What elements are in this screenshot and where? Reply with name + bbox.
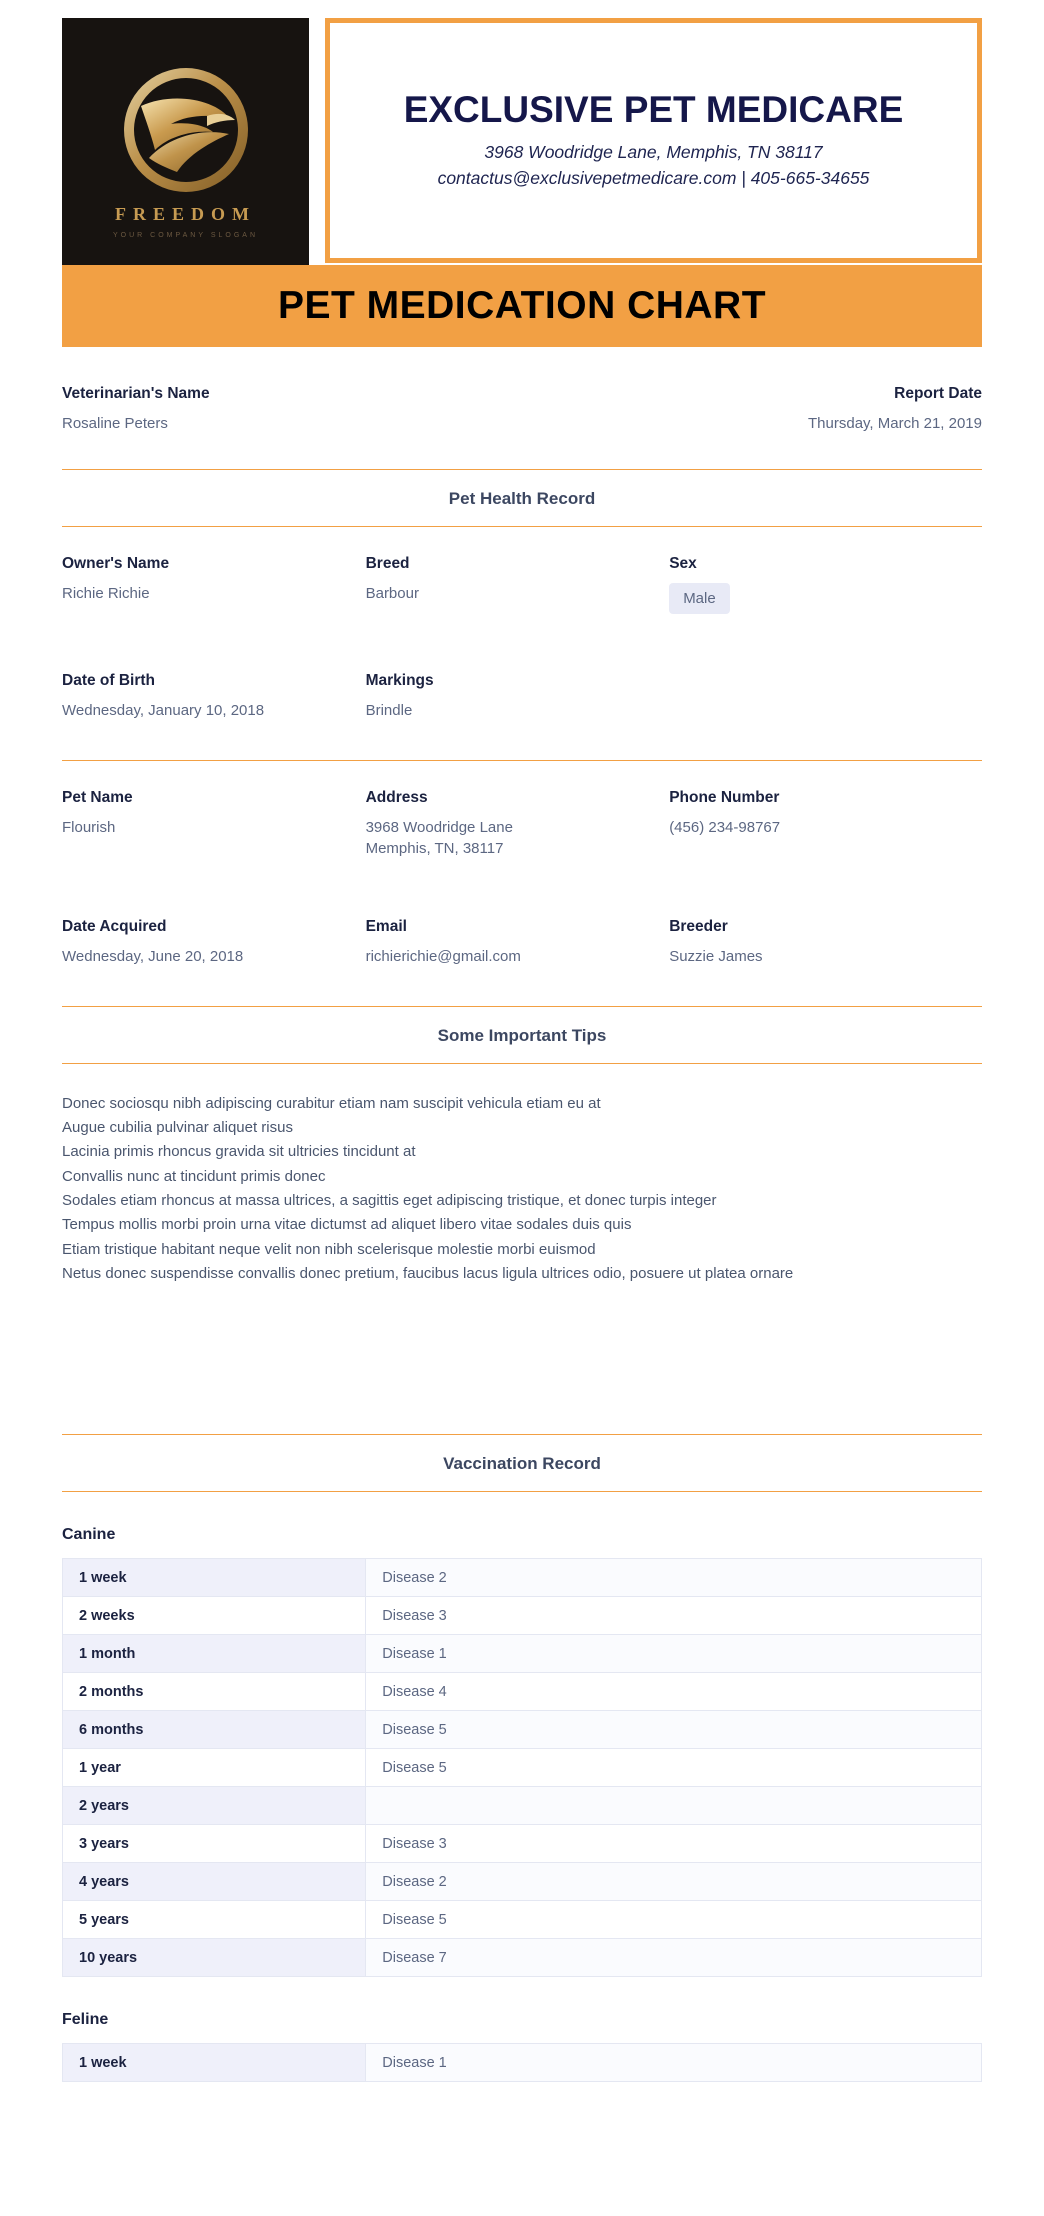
health-row-2: [62, 644, 982, 722]
vaccination-age-cell: 1 month: [63, 1635, 366, 1673]
vaccination-table-feline: [62, 2043, 982, 2082]
date-acquired-value: Wednesday, June 20, 2018: [62, 948, 244, 965]
report-date-field: [808, 383, 982, 435]
vaccination-disease-cell: Disease 1: [366, 2044, 982, 2082]
date-acquired-label: Date Acquired: [62, 918, 167, 935]
date-acquired-field: [62, 916, 366, 968]
company-info-card: [325, 18, 982, 263]
vaccination-group-feline-title: Feline: [62, 2011, 109, 2029]
table-row: [63, 1939, 982, 1977]
sex-value-chip: Male: [669, 583, 730, 614]
table-row: [63, 1825, 982, 1863]
company-logo: [62, 18, 309, 271]
table-row: [63, 1787, 982, 1825]
email-value: richierichie@gmail.com: [365, 948, 521, 965]
vaccination-disease-cell: Disease 2: [366, 1863, 982, 1901]
table-row: [63, 1597, 982, 1635]
owner-name-value: Richie Richie: [62, 584, 150, 602]
tip-line: Donec sociosqu nibh adipiscing curabitur etiam nam suscipit vehicula etiam eu at: [62, 1094, 601, 1112]
table-row: [63, 1863, 982, 1901]
table-row: [63, 1673, 982, 1711]
vaccination-table-canine: [62, 1558, 982, 1977]
vaccination-disease-cell: Disease 1: [366, 1635, 982, 1673]
vaccination-group-canine-title: Canine: [62, 1526, 116, 1544]
address-value-line1: 3968 Woodridge Lane: [365, 818, 513, 836]
section-title-health-record: Pet Health Record: [448, 488, 596, 508]
tips-list: [62, 1064, 982, 1286]
address-label: Address: [365, 788, 428, 806]
vaccination-disease-cell: Disease 5: [366, 1711, 982, 1749]
breed-label: Breed: [365, 554, 410, 572]
report-date-value: Thursday, March 21, 2019: [808, 415, 982, 432]
section-title-vaccination: Vaccination Record: [443, 1454, 601, 1474]
health-row-2-spacer: [669, 670, 982, 722]
report-date-label: Report Date: [894, 385, 982, 402]
email-field: [366, 916, 670, 968]
markings-label: Markings: [365, 671, 434, 689]
document-header: [0, 0, 1044, 271]
veterinarian-name-field: [62, 383, 210, 435]
vaccination-age-cell: 1 week: [63, 1559, 366, 1597]
breeder-field: [669, 916, 982, 968]
vaccination-age-cell: 2 weeks: [63, 1597, 366, 1635]
veterinarian-name-value: Rosaline Peters: [62, 415, 168, 432]
vaccination-age-cell: 10 years: [63, 1939, 366, 1977]
vaccination-age-cell: 5 years: [63, 1901, 366, 1939]
health-row-1: [62, 527, 982, 614]
table-row: [63, 1635, 982, 1673]
sex-field: [669, 553, 982, 614]
date-of-birth-value: Wednesday, January 10, 2018: [62, 701, 265, 719]
owner-name-field: [62, 553, 366, 614]
company-address: 3968 Woodridge Lane, Memphis, TN 38117: [484, 142, 823, 163]
section-title-tips: Some Important Tips: [437, 1025, 607, 1045]
vaccination-disease-cell: Disease 7: [366, 1939, 982, 1977]
vaccination-disease-cell: [366, 1787, 982, 1825]
vaccination-disease-cell: Disease 3: [366, 1825, 982, 1863]
logo-slogan: YOUR COMPANY SLOGAN: [112, 232, 259, 239]
company-name: EXCLUSIVE PET MEDICARE: [403, 88, 904, 130]
table-row: [63, 1559, 982, 1597]
tip-line: Sodales etiam rhoncus at massa ultrices, a sagittis eget adipiscing tristique, et donec turpis integer: [62, 1191, 717, 1209]
vaccination-age-cell: 2 years: [63, 1787, 366, 1825]
vaccination-age-cell: 2 months: [63, 1673, 366, 1711]
health-row-4: [62, 890, 982, 968]
tip-line: Augue cubilia pulvinar aliquet risus: [62, 1119, 293, 1137]
document-title-bar: [62, 265, 982, 347]
date-of-birth-label: Date of Birth: [62, 671, 155, 689]
pet-name-field: [62, 787, 366, 861]
freedom-bird-logo-icon: [62, 62, 309, 202]
vaccination-disease-cell: Disease 2: [366, 1559, 982, 1597]
pet-name-label: Pet Name: [62, 788, 133, 806]
owner-name-label: Owner's Name: [62, 554, 170, 572]
tip-line: Netus donec suspendisse convallis donec pretium, faucibus lacus ligula ultrices odio, posuere ut platea ornare: [62, 1264, 794, 1282]
vaccination-disease-cell: Disease 5: [366, 1749, 982, 1787]
health-row-3: [62, 761, 982, 861]
page-title: PET MEDICATION CHART: [277, 284, 767, 327]
sex-label: Sex: [669, 554, 697, 572]
vaccination-age-cell: 1 year: [63, 1749, 366, 1787]
markings-value: Brindle: [365, 701, 413, 719]
vaccination-disease-cell: Disease 5: [366, 1901, 982, 1939]
logo-wordmark: FREEDOM: [115, 204, 256, 224]
vaccination-disease-cell: Disease 3: [366, 1597, 982, 1635]
table-row: [63, 1749, 982, 1787]
markings-field: [366, 670, 670, 722]
phone-number-field: [669, 787, 982, 861]
phone-number-label: Phone Number: [669, 788, 780, 806]
breed-field: [366, 553, 670, 614]
veterinarian-row: [62, 353, 982, 469]
vaccination-age-cell: 1 week: [63, 2044, 366, 2082]
phone-number-value: (456) 234-98767: [669, 818, 781, 836]
company-contact: contactus@exclusivepetmedicare.com | 405-665-34655: [437, 167, 870, 188]
breeder-value: Suzzie James: [669, 948, 763, 965]
date-of-birth-field: [62, 670, 366, 722]
tip-line: Tempus mollis morbi proin urna vitae dictumst ad aliquet libero vitae sodales duis quis: [62, 1216, 632, 1234]
pet-name-value: Flourish: [62, 818, 116, 836]
breed-value: Barbour: [365, 584, 419, 602]
address-value-line2: Memphis, TN, 38117: [365, 840, 504, 858]
veterinarian-name-label: Veterinarian's Name: [62, 385, 210, 402]
tip-line: Lacinia primis rhoncus gravida sit ultricies tincidunt at: [62, 1143, 416, 1161]
table-row: [63, 1901, 982, 1939]
address-field: [366, 787, 670, 861]
vaccination-age-cell: 3 years: [63, 1825, 366, 1863]
tip-line: Convallis nunc at tincidunt primis donec: [62, 1167, 326, 1185]
tip-line: Etiam tristique habitant neque velit non nibh scelerisque molestie morbi euismod: [62, 1240, 596, 1258]
breeder-label: Breeder: [669, 918, 728, 935]
table-row: [63, 1711, 982, 1749]
vaccination-age-cell: 6 months: [63, 1711, 366, 1749]
email-label: Email: [365, 918, 407, 935]
vaccination-disease-cell: Disease 4: [366, 1673, 982, 1711]
vaccination-age-cell: 4 years: [63, 1863, 366, 1901]
table-row: [63, 2044, 982, 2082]
